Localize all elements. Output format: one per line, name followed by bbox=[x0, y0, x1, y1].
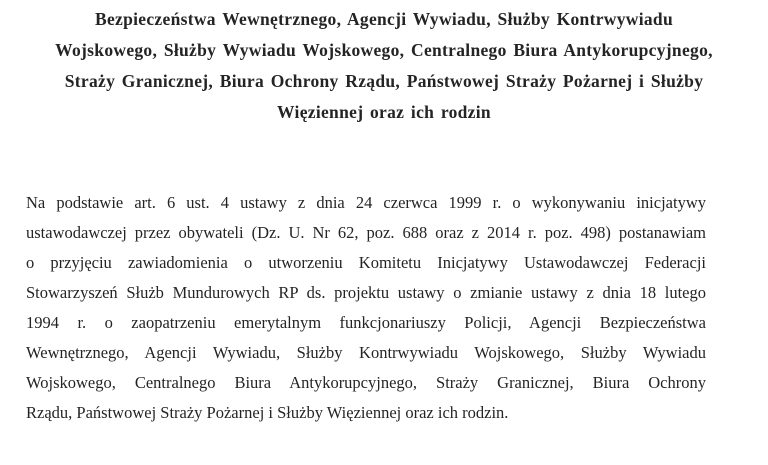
paragraph-line: o przyjęciu zawiadomienia o utworzeniu Komitetu Inicjatywy Ustawodawczej Federacji bbox=[26, 253, 706, 272]
body-paragraph bbox=[26, 188, 706, 428]
title-line: Bezpieczeństwa Wewnętrznego, Agencji Wywiadu, Służby Kontrwywiadu bbox=[95, 9, 673, 29]
paragraph-line: Stowarzyszeń Służb Mundurowych RP ds. projektu ustawy o zmianie ustawy z dnia 18 lutego bbox=[26, 283, 706, 302]
title-line: Wojskowego, Służby Wywiadu Wojskowego, Centralnego Biura Antykorupcyjnego, bbox=[55, 40, 713, 60]
title-line: Więziennej oraz ich rodzin bbox=[277, 102, 491, 122]
paragraph-line: Rządu, Państwowej Straży Pożarnej i Służby Więziennej oraz ich rodzin. bbox=[26, 403, 509, 422]
paragraph-line: 1994 r. o zaopatrzeniu emerytalnym funkcjonariuszy Policji, Agencji Bezpieczeństwa bbox=[26, 313, 706, 332]
paragraph-line: Na podstawie art. 6 ust. 4 ustawy z dnia 24 czerwca 1999 r. o wykonywaniu inicjatywy bbox=[26, 193, 706, 212]
document-title bbox=[28, 4, 740, 128]
paragraph-line: Wojskowego, Centralnego Biura Antykorupcyjnego, Straży Granicznej, Biura Ochrony bbox=[26, 373, 706, 392]
title-line: Straży Granicznej, Biura Ochrony Rządu, Państwowej Straży Pożarnej i Służby bbox=[64, 71, 704, 91]
paragraph-line: ustawodawczej przez obywateli (Dz. U. Nr 62, poz. 688 oraz z 2014 r. poz. 498) postanawiam bbox=[26, 223, 706, 242]
paragraph-line: Wewnętrznego, Agencji Wywiadu, Służby Kontrwywiadu Wojskowego, Służby Wywiadu bbox=[26, 343, 706, 362]
